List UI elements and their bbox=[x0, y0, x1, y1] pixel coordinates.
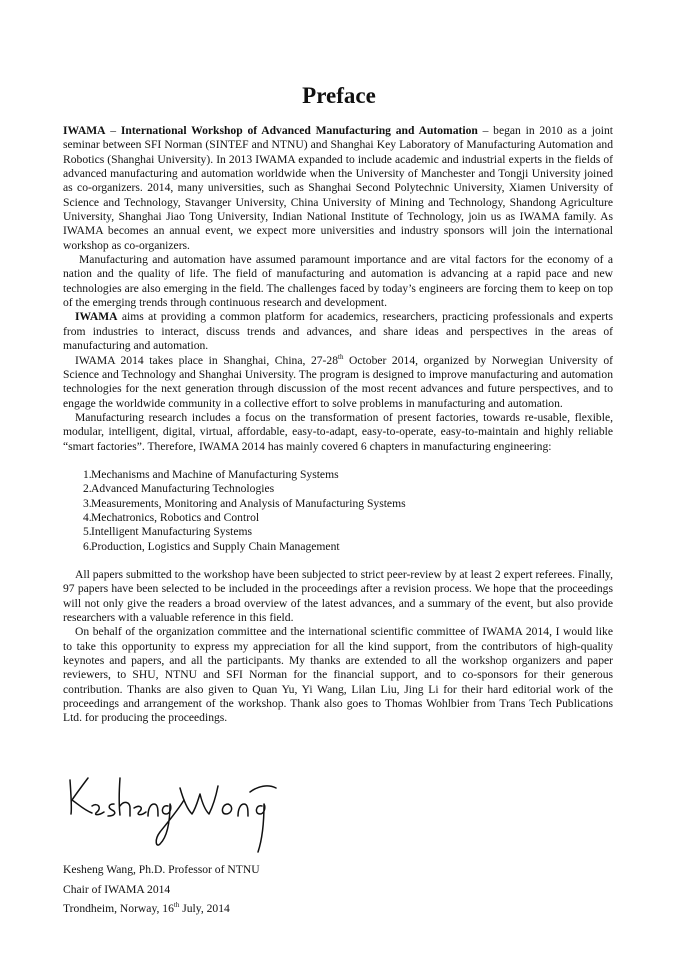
list-item-number: 2. bbox=[83, 482, 92, 496]
place-date-a: Trondheim, Norway, 16 bbox=[63, 902, 174, 915]
paragraph-aims bbox=[63, 310, 613, 353]
signature-block bbox=[63, 860, 260, 919]
paragraph-thanks: On behalf of the organization committee and the international scientific committee of IWAMA 2014, I would like to take this opportunity to express my appreciation for all the kind support, from the contributors of high-quality keynotes and papers, and all the participants. My thanks are extended to all the workshop organizers and paper reviewers, to SHU, NTNU and SFI Norman for the financial support, and to co-sponsors for their generous contribution. Thanks are also given to Quan Yu, Yi Wang, Lilan Liu, Jing Li for their hard editorial work of the proceedings and arrangement of the workshop. Thank also goes to Thomas Wohlbier from Trans Tech Publications Ltd. for producing the proceedings. bbox=[63, 625, 613, 725]
intro-text: – began in 2010 as a joint seminar between SFI Norman (SINTEF and NTNU) and Shanghai Key Laboratory of Manufacturing Automation and Robotics (Shanghai University). In 2013 IWAMA expanded to include academic and industrial experts in the fields of advanced manufacturing and automation worldwide when the University of Manchester and Tongji University joined as co-organizers. 2014, many universities, such as Shanghai Second Polytechnic University, Xiamen University of Science and Technology, Stavanger University, China University of Mining and Technology, Shandong Agriculture University, Shanghai Jiao Tong University, Indian National Institute of Technology, join us as IWAMA family. As IWAMA becomes an annual event, we expect more universities and industry sponsors will join the international workshop as co-organizers. bbox=[63, 124, 613, 252]
list-item bbox=[63, 468, 613, 482]
paragraph-review: All papers submitted to the workshop have been subjected to strict peer-review by at least 2 expert referees. Finally, 97 papers have been selected to be included in the proceedings after a revision process. We hope that the proceedings will not only give the readers a broad overview of the latest advances, and a summary of the event, but also provide researchers with a valuable reference in this field. bbox=[63, 567, 613, 624]
venue-date-suffix: th bbox=[338, 352, 344, 361]
list-item-text: Mechanisms and Machine of Manufacturing Systems bbox=[91, 467, 339, 481]
list-item-text: Advanced Manufacturing Technologies bbox=[91, 482, 275, 496]
paragraph-intro bbox=[63, 124, 613, 253]
signer-name-title: Kesheng Wang, Ph.D. Professor of NTNU bbox=[63, 863, 260, 876]
workshop-full-name: International Workshop of Advanced Manufacturing and Automation bbox=[120, 124, 478, 137]
list-item-number: 1. bbox=[83, 467, 92, 481]
place-date-b: July, 2014 bbox=[179, 902, 230, 915]
iwama-lead-2: IWAMA bbox=[75, 310, 118, 324]
list-item-text: Measurements, Monitoring and Analysis of Manufacturing Systems bbox=[91, 496, 406, 510]
list-item-number: 3. bbox=[83, 496, 92, 510]
venue-text-b: October 2014, organized by Norwegian University of Science and Technology and Shanghai University. The program is designed to improve manufacturing and automation technologies for the next generation through discussion of the most recent advances and future perspectives, and to engage the worldwide community in a collective effort to solve problems in manufacturing and automation. bbox=[63, 353, 614, 410]
intro-dash: – bbox=[105, 124, 121, 137]
chapters-list bbox=[63, 468, 613, 554]
list-item bbox=[63, 540, 613, 554]
signer-role: Chair of IWAMA 2014 bbox=[63, 882, 171, 896]
paragraph-venue bbox=[63, 354, 613, 411]
list-item-number: 5. bbox=[83, 525, 92, 539]
list-item-text: Production, Logistics and Supply Chain Management bbox=[91, 539, 340, 553]
list-item-text: Intelligent Manufacturing Systems bbox=[91, 525, 252, 539]
preface-body bbox=[63, 124, 613, 726]
list-item bbox=[63, 511, 613, 525]
venue-text-a: IWAMA 2014 takes place in Shanghai, China, 27-28 bbox=[75, 353, 339, 367]
page-title: Preface bbox=[302, 83, 376, 108]
iwama-lead: IWAMA bbox=[63, 124, 106, 137]
paragraph-research: Manufacturing research includes a focus on the transformation of present factories, towards re-usable, flexible, modular, intelligent, digital, virtual, affordable, easy-to-adapt, easy-to-operate, easy-to-maintain and highly reliable “smart factories”. Therefore, IWAMA 2014 has mainly covered 6 chapters in manufacturing engineering: bbox=[63, 410, 613, 453]
place-date-suffix: th bbox=[173, 901, 180, 910]
handwritten-signature bbox=[62, 770, 282, 858]
list-item bbox=[63, 497, 613, 511]
list-item-number: 6. bbox=[83, 539, 92, 553]
list-item bbox=[63, 482, 613, 496]
paragraph-importance: Manufacturing and automation have assumed paramount importance and are vital factors for the economy of a nation and the quality of life. The field of manufacturing and automation is advancing at a rapid pace and new technologies are also emerging in the field. The challenges faced by today’s engineers are forcing them to keep on top of the emerging trends through continuous research and development. bbox=[63, 253, 613, 310]
place-date bbox=[63, 899, 260, 919]
aims-text: aims at providing a common platform for academics, researchers, practicing professionals and experts from industries to interact, discuss trends and advances, and share ideas and perspectives in the areas of manufacturing and automation. bbox=[63, 310, 613, 353]
list-item-number: 4. bbox=[83, 510, 92, 524]
list-item-text: Mechatronics, Robotics and Control bbox=[91, 510, 260, 524]
list-item bbox=[63, 525, 613, 539]
